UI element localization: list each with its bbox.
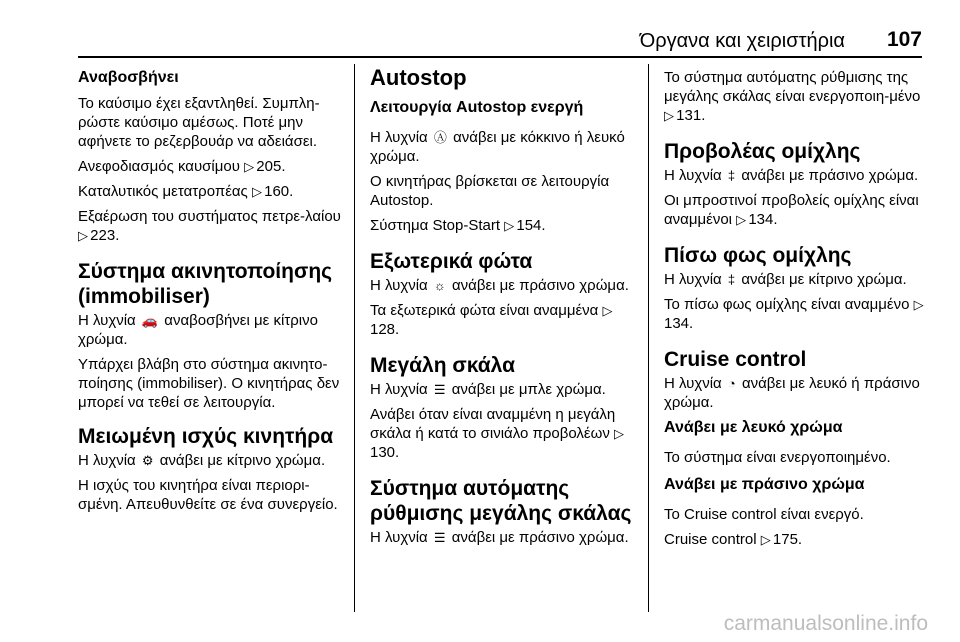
paragraph: Η ισχύς του κινητήρα είναι περιορι-σμένη. Απευθυνθείτε σε ένα συνεργείο. <box>78 477 338 513</box>
paragraph: Η λυχνία ⚙ ανάβει με κίτρινο χρώμα. <box>78 452 326 469</box>
paragraph: Η λυχνία ☰ ανάβει με πράσινο χρώμα. <box>370 529 629 546</box>
triangle-reference-icon: ▷ <box>736 212 747 227</box>
column-divider <box>648 64 649 612</box>
cross-reference: Cruise control ▷ 175. <box>664 531 803 548</box>
cross-reference: Το σύστημα αυτόματης ρύθμισης της μεγάλης σκάλας είναι ενεργοποιη-μένο ▷ 131. <box>664 69 921 124</box>
subheading: Ανάβει με πράσινο χρώμα <box>664 476 865 493</box>
paragraph: Το καύσιμο έχει εξαντληθεί. Συμπλη-ρώστε καύσιμο αμέσως. Ποτέ μην αφήνετε το ρεζερβουάρ να αδειάσει. <box>78 95 320 150</box>
page-number: 107 <box>886 28 922 51</box>
watermark: carmanualsonline.info <box>723 612 928 635</box>
subheading: Λειτουργία Autostop ενεργή <box>370 99 584 116</box>
rear-fog-icon: ‡ <box>727 272 736 287</box>
immobiliser-icon: 🚗 <box>141 313 159 328</box>
paragraph: Η λυχνία ☰ ανάβει με μπλε χρώμα. <box>370 381 606 398</box>
paragraph: Η λυχνία ☼ ανάβει με πράσινο χρώμα. <box>370 277 629 294</box>
triangle-reference-icon: ▷ <box>760 532 771 547</box>
autostop-icon: Ⓐ <box>433 130 447 145</box>
exterior-lights-icon: ☼ <box>433 278 446 293</box>
paragraph: Η λυχνία ◔ ανάβει με λευκό ή πράσινο χρώμα. <box>664 375 920 411</box>
cruise-control-icon: ◔ <box>727 376 736 391</box>
triangle-reference-icon: ▷ <box>244 159 255 174</box>
cross-reference: Σύστημα Stop-Start ▷ 154. <box>370 217 546 234</box>
auto-high-beam-icon: ☰ <box>433 530 446 545</box>
section-heading: Cruise control <box>664 348 807 371</box>
paragraph: To Cruise control είναι ενεργό. <box>664 506 864 523</box>
paragraph: Η λυχνία ‡ ανάβει με κίτρινο χρώμα. <box>664 271 907 288</box>
fog-light-icon: ‡ <box>727 168 736 183</box>
column-middle <box>370 64 640 553</box>
section-heading: Autostop <box>370 65 467 90</box>
cross-reference: Ανεφοδιασμός καυσίμου ▷ 205. <box>78 158 286 175</box>
subheading-flashing: Αναβοσβήνει <box>78 69 179 86</box>
engine-power-icon: ⚙ <box>141 453 154 468</box>
cross-reference: Ανάβει όταν είναι αναμμένη η μεγάλη σκάλα ή κατά το σινιάλο προβολέων ▷ 130. <box>370 406 624 461</box>
triangle-reference-icon: ▷ <box>251 184 262 199</box>
paragraph: Η λυχνία ‡ ανάβει με πράσινο χρώμα. <box>664 167 919 184</box>
paragraph: Υπάρχει βλάβη στο σύστημα ακινητο-ποίησης (immobiliser). Ο κινητήρας δεν μπορεί να τεθεί σε λειτουργία. <box>78 356 340 411</box>
paragraph: Το σύστημα είναι ενεργοποιημένο. <box>664 449 891 466</box>
page-header <box>0 0 960 58</box>
paragraph: Η λυχνία Ⓐ ανάβει με κόκκινο ή λευκό χρώμα. <box>370 129 625 165</box>
paragraph: Ο κινητήρας βρίσκεται σε λειτουργία Autostop. <box>370 173 610 209</box>
section-heading: Εξωτερικά φώτα <box>370 250 533 273</box>
section-heading: Σύστημα ακινητοποίησης (immobiliser) <box>78 260 333 308</box>
section-heading: Προβολέας ομίχλης <box>664 140 861 163</box>
section-heading: Σύστημα αυτόματης ρύθμισης μεγάλης σκάλας <box>370 477 632 525</box>
section-heading: Πίσω φως ομίχλης <box>664 244 852 267</box>
triangle-reference-icon: ▷ <box>78 228 88 243</box>
page-title: Όργανα και χειριστήρια <box>639 30 845 52</box>
cross-reference: Το πίσω φως ομίχλης είναι αναμμένο ▷ 134. <box>664 296 924 332</box>
cross-reference: Οι μπροστινοί προβολείς ομίχλης είναι αναμμένοι ▷ 134. <box>664 192 919 228</box>
high-beam-icon: ☰ <box>433 382 446 397</box>
paragraph: Η λυχνία 🚗 αναβοσβήνει με κίτρινο χρώμα. <box>78 312 318 348</box>
triangle-reference-icon: ▷ <box>664 108 674 123</box>
section-heading: Μειωμένη ισχύς κινητήρα <box>78 425 334 448</box>
cross-reference: Εξαέρωση του συστήματος πετρε-λαίου ▷ 223. <box>78 208 341 244</box>
cross-reference: Καταλυτικός μετατροπέας ▷ 160. <box>78 183 294 200</box>
column-right <box>664 64 926 555</box>
column-left <box>78 64 348 520</box>
triangle-reference-icon: ▷ <box>614 426 624 441</box>
column-divider <box>354 64 355 612</box>
header-divider <box>78 56 922 58</box>
triangle-reference-icon: ▷ <box>504 218 515 233</box>
section-heading: Μεγάλη σκάλα <box>370 354 516 377</box>
subheading: Ανάβει με λευκό χρώμα <box>664 419 843 436</box>
triangle-reference-icon: ▷ <box>913 297 924 312</box>
triangle-reference-icon: ▷ <box>602 303 613 318</box>
cross-reference: Τα εξωτερικά φώτα είναι αναμμένα ▷ 128. <box>370 302 613 338</box>
